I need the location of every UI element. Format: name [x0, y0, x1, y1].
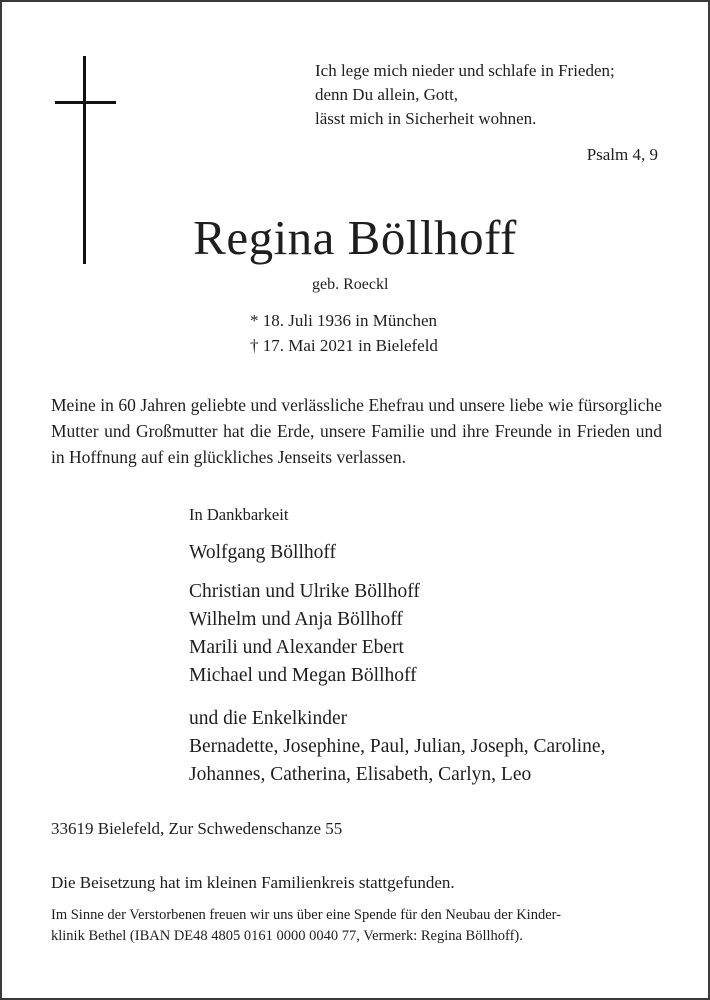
verse-reference: Psalm 4, 9 [586, 145, 658, 164]
mourner-children [189, 578, 420, 690]
bible-verse [315, 59, 615, 131]
mourners-intro: In Dankbarkeit [189, 505, 289, 524]
funeral-note: Die Beisetzung hat im kleinen Familienkreis stattgefunden. [51, 873, 455, 892]
mourner-grandchildren [189, 705, 605, 789]
grandchildren-intro: und die Enkelkinder [189, 708, 348, 729]
donation-line: klinik Bethel (IBAN DE48 4805 0161 0000 0040 77, Vermerk: Regina Böllhoff). [51, 928, 523, 944]
verse-line: Ich lege mich nieder und schlafe in Frieden; [315, 61, 615, 80]
grandchildren-line: Johannes, Catherina, Elisabeth, Carlyn, Leo [189, 764, 532, 785]
mourner-spouse [189, 539, 336, 567]
verse-line: denn Du allein, Gott, [315, 85, 459, 104]
mourner-name: Marili und Alexander Ebert [189, 637, 404, 658]
death-date: † 17. Mai 2021 in Bielefeld [250, 336, 438, 355]
grandchildren-line: Bernadette, Josephine, Paul, Julian, Joseph, Caroline, [189, 736, 606, 757]
donation-line: Im Sinne der Verstorbenen freuen wir uns über eine Spende für den Neubau der Kinder- [51, 907, 561, 923]
mourner-name: Wolfgang Böllhoff [189, 542, 337, 563]
obituary-message: Meine in 60 Jahren geliebte und verlässliche Ehefrau und unsere liebe wie fürsorgliche Mutter und Großmutter hat die Erde, unsere Familie und ihre Freunde in Frieden und in Hoffnung auf ein glückliches Jenseits verlassen. [51, 395, 662, 467]
donation-note [51, 905, 663, 947]
life-dates [250, 308, 438, 358]
family-address: 33619 Bielefeld, Zur Schwedenschanze 55 [51, 819, 343, 838]
maiden-name: geb. Roeckl [312, 276, 389, 293]
mourner-name: Michael und Megan Böllhoff [189, 665, 417, 686]
mourner-name: Christian und Ulrike Böllhoff [189, 581, 420, 602]
birth-date: * 18. Juli 1936 in München [250, 311, 437, 330]
mourner-name: Wilhelm und Anja Böllhoff [189, 609, 403, 630]
cross-icon-bar [55, 101, 116, 104]
verse-line: lässt mich in Sicherheit wohnen. [315, 109, 537, 128]
deceased-name: Regina Böllhoff [193, 210, 517, 265]
